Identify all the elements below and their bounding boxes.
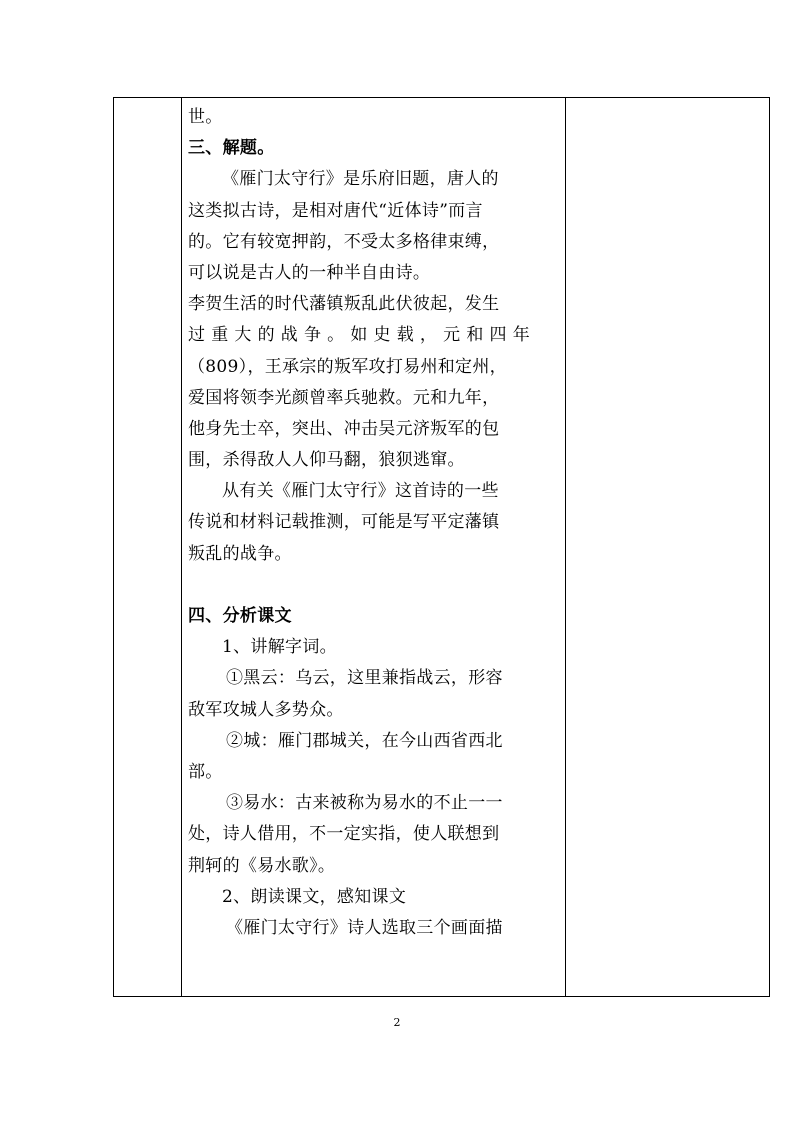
text-line: ③易水：古来被称为易水的不止一一 [226, 793, 503, 814]
text-line: 《雁门太守行》诗人选取三个画面描 [226, 917, 503, 938]
text-line: 敌军攻城人多势众。 [188, 699, 344, 720]
text-line: 从有关《雁门太守行》这首诗的一些 [222, 481, 499, 502]
text-line: ①黑云：乌云，这里兼指战云，形容 [226, 668, 503, 689]
table-cell-left [114, 98, 181, 996]
text-line: 的。它有较宽押韵，不受太多格律束缚， [188, 231, 500, 252]
lesson-plan-table [113, 97, 770, 997]
text-line: 叛乱的战争。 [188, 543, 292, 564]
text-line: 1、讲解字词。 [222, 637, 337, 658]
text-line: ②城：雁门郡城关，在今山西省西北 [226, 730, 503, 751]
text-line: 爱国将领李光颜曾率兵驰救。元和九年， [188, 387, 500, 408]
text-line: 荆轲的《易水歌》。 [188, 855, 336, 876]
text-line: 李贺生活的时代藩镇叛乱此伏彼起，发生 [188, 294, 500, 315]
text-line: 可以说是古人的一种半自由诗。 [188, 262, 431, 283]
text-line: 他身先士卒，突出、冲击吴元济叛军的包 [188, 418, 500, 439]
page-number: 2 [393, 1016, 401, 1029]
table-cell-main [182, 98, 565, 996]
text-line: 围，杀得敌人人仰马翻，狼狈逃窜。 [188, 450, 465, 471]
text-line: 世。 [188, 107, 223, 127]
table-cell-right [566, 98, 770, 996]
text-line: 部。 [188, 761, 223, 782]
text-line: 《雁门太守行》是乐府旧题，唐人的 [222, 169, 499, 190]
section-heading-fenxi: 四、分析课文 [188, 606, 292, 626]
text-line: 处，诗人借用，不一定实指，使人联想到 [188, 824, 500, 845]
text-line: （809），王承宗的叛军攻打易州和定州， [188, 356, 507, 377]
text-line: 传说和材料记载推测，可能是写平定藩镇 [188, 512, 500, 533]
text-line: 这类拟古诗，是相对唐代“近体诗”而言 [188, 200, 483, 221]
blank-line [188, 570, 538, 601]
section-heading-jieti: 三、解题。 [188, 138, 275, 159]
text-line: 2、朗读课文，感知课文 [222, 886, 407, 907]
lesson-content [188, 102, 538, 944]
text-line: 过重大的战争。如史载，元和四年 [188, 325, 530, 346]
